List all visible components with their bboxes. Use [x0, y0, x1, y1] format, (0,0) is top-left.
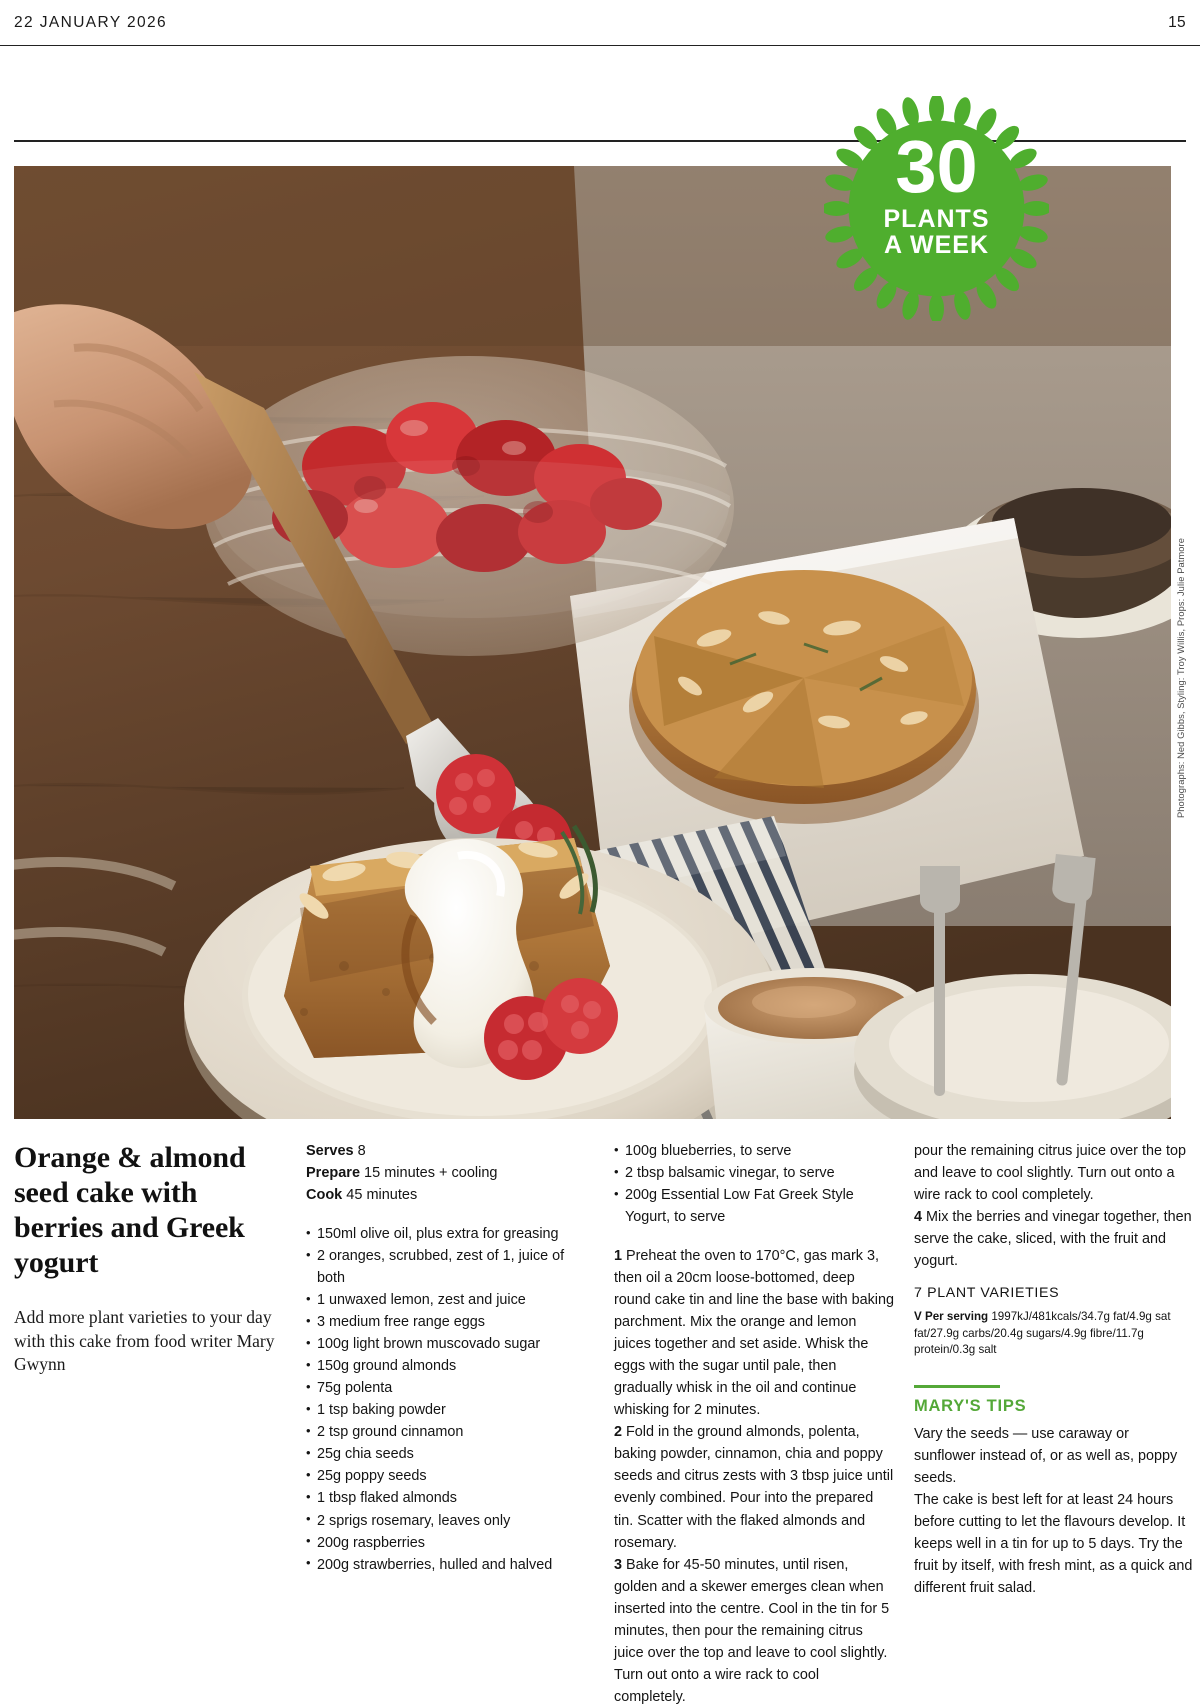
page-header	[0, 0, 1200, 46]
list-item: • 100g blueberries, to serve	[614, 1140, 894, 1162]
column-method-right	[914, 1140, 1194, 1599]
tips-paragraph-1: Vary the seeds — use caraway or sunflower instead of, or as well as, poppy seeds.	[914, 1425, 1178, 1486]
ingredient-list-secondary	[614, 1140, 894, 1228]
list-item: • 3 medium free range eggs	[306, 1311, 568, 1333]
method-step-4	[914, 1206, 1194, 1272]
meta-prepare-label: Prepare	[306, 1165, 361, 1182]
list-item: • 75g polenta	[306, 1377, 568, 1399]
nutrition-info	[914, 1309, 1194, 1358]
method-step-2	[614, 1421, 894, 1553]
badge-graphic	[824, 96, 1049, 321]
tips-paragraph-2: The cake is best left for at least 24 hours before cutting to let the flavours develop. It keeps well in a tin for up to 5 days. Try the fruit by itself, with fresh mint, as a quick and different fruit salad.	[914, 1491, 1193, 1596]
step-number: 3	[614, 1556, 623, 1573]
badge-number: 30	[895, 125, 978, 208]
meta-cook	[306, 1184, 568, 1206]
badge-line2: A WEEK	[883, 231, 990, 259]
meta-cook-label: Cook	[306, 1187, 343, 1204]
list-item: • 200g strawberries, hulled and halved	[306, 1554, 568, 1576]
nutrition-label: Per serving	[924, 1310, 989, 1324]
issue-date: 22 JANUARY 2026	[14, 13, 168, 31]
method-step-1	[614, 1245, 894, 1421]
column-title	[14, 1140, 279, 1376]
method-steps-left	[614, 1245, 894, 1708]
step-number: 1	[614, 1248, 623, 1265]
list-item: • 150ml olive oil, plus extra for greasing	[306, 1223, 568, 1245]
step-text: Bake for 45-50 minutes, until risen, golden and a skewer emerges clean when inserted into the centre. Cool in the tin for 5 minutes, then pour the remaining citrus juice over the top and leave to cool slightly. Turn out onto a wire rack to cool completely.	[614, 1556, 890, 1705]
list-item: • 2 tbsp balsamic vinegar, to serve	[614, 1162, 894, 1184]
list-item: • 2 oranges, scrubbed, zest of 1, juice of both	[306, 1245, 568, 1289]
plants-a-week-badge	[824, 96, 1049, 321]
step-text: Mix the berries and vinegar together, then serve the cake, sliced, with the fruit and yogurt.	[914, 1209, 1192, 1270]
ingredient-list-primary	[306, 1223, 568, 1576]
recipe-content	[14, 1140, 1193, 1705]
meta-prepare	[306, 1162, 568, 1184]
method-step-3	[614, 1554, 894, 1708]
list-item: • 200g Essential Low Fat Greek Style Yogurt, to serve	[614, 1184, 894, 1228]
vegetarian-flag: V	[914, 1310, 922, 1324]
recipe-meta	[306, 1140, 568, 1206]
meta-cook-value: 45 minutes	[346, 1187, 418, 1204]
step-text: Preheat the oven to 170°C, gas mark 3, then oil a 20cm loose-bottomed, deep round cake tin and line the base with baking parchment. Mix the orange and lemon juices together and set aside. Whisk the eggs with the sugar until pale, then gradually whisk in the oil and continue whisking for 2 minutes.	[614, 1248, 895, 1419]
recipe-title: Orange & almond seed cake with berries and Greek yogurt	[14, 1141, 246, 1280]
list-item: • 25g chia seeds	[306, 1443, 568, 1465]
list-item: • 1 unwaxed lemon, zest and juice	[306, 1289, 568, 1311]
tips-heading: MARY'S TIPS	[914, 1396, 1027, 1415]
column-ingredients	[306, 1140, 568, 1576]
meta-prepare-value: 15 minutes + cooling	[364, 1165, 498, 1182]
list-item: • 1 tbsp flaked almonds	[306, 1487, 568, 1509]
meta-serves-value: 8	[357, 1143, 366, 1159]
list-item: • 100g light brown muscovado sugar	[306, 1333, 568, 1355]
tips-divider	[914, 1385, 1000, 1388]
step-text: Fold in the ground almonds, polenta, baking powder, cinnamon, chia and poppy seeds and citrus zests with 3 tbsp juice until evenly combined. Pour into the prepared tin. Scatter with the flaked almonds and rosemary.	[614, 1424, 894, 1551]
list-item: • 200g raspberries	[306, 1532, 568, 1554]
plant-varieties-label: 7 PLANT VARIETIES	[914, 1285, 1060, 1302]
meta-serves-label: Serves	[306, 1143, 354, 1159]
step-number: 4	[914, 1209, 923, 1226]
column-method-left	[614, 1140, 894, 1708]
page-number: 15	[1168, 13, 1186, 31]
list-item: • 150g ground almonds	[306, 1355, 568, 1377]
method-steps-right	[914, 1140, 1194, 1272]
recipe-standfirst: Add more plant varieties to your day with this cake from food writer Mary Gwynn	[14, 1307, 275, 1374]
method-step-3-continued: pour the remaining citrus juice over the top and leave to cool slightly. Turn out onto a wire rack to cool completely.	[914, 1143, 1186, 1204]
nutrition-values: 1997kJ/481kcals/34.7g fat/4.9g sat fat/27.9g carbs/20.4g sugars/4.9g fibre/11.7g protein/0.3g salt	[914, 1310, 1171, 1357]
list-item: • 2 tsp ground cinnamon	[306, 1421, 568, 1443]
meta-serves	[306, 1140, 568, 1162]
list-item: • 25g poppy seeds	[306, 1465, 568, 1487]
step-number: 2	[614, 1424, 623, 1441]
badge-line1: PLANTS	[883, 205, 990, 233]
list-item: • 2 sprigs rosemary, leaves only	[306, 1510, 568, 1532]
photo-credit: Photographs: Ned Gibbs, Styling: Troy Willis, Props: Julie Patmore	[1176, 538, 1186, 818]
list-item: • 1 tsp baking powder	[306, 1399, 568, 1421]
